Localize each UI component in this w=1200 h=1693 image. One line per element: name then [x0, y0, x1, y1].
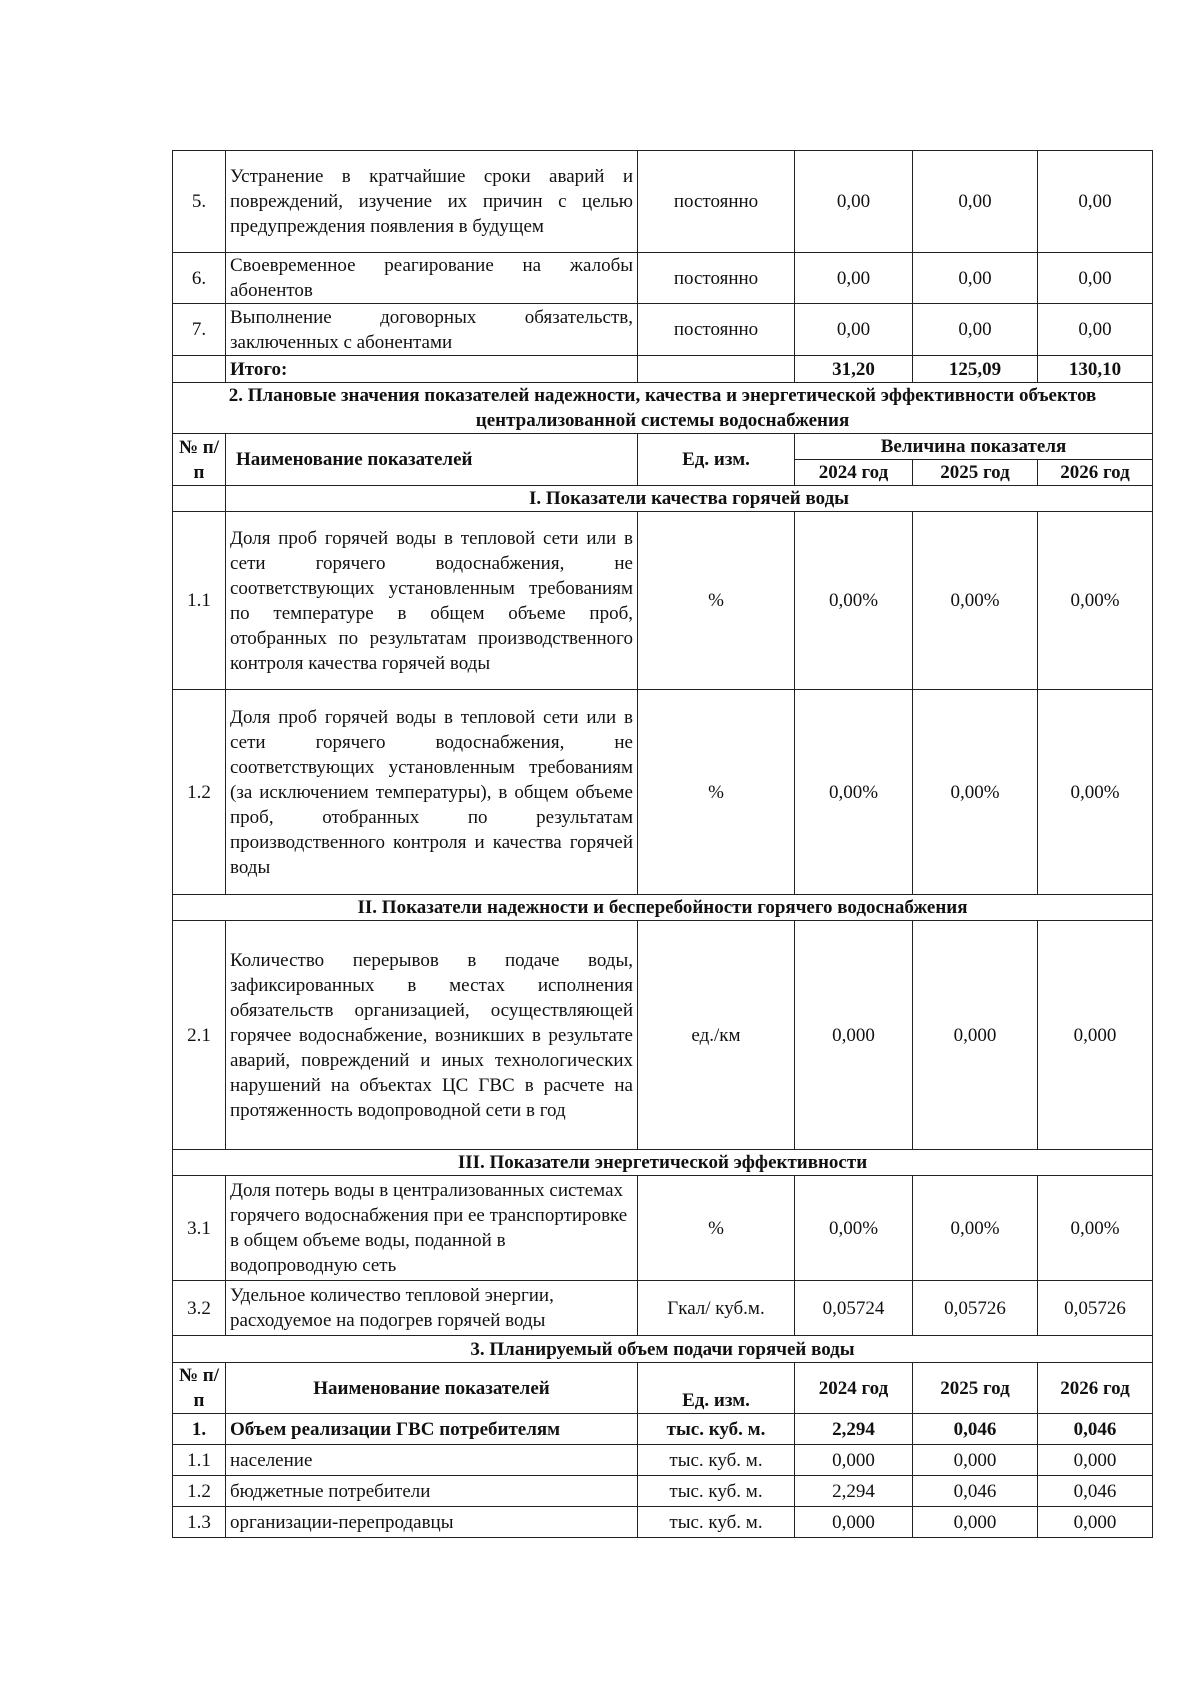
table-row: [173, 690, 1153, 895]
unit-cell: тыс. куб. м.: [638, 1507, 795, 1538]
total-row: [173, 356, 1153, 383]
empty-cell: [173, 356, 226, 383]
section-title-row: [173, 383, 1153, 434]
row-number: 1.2: [173, 690, 226, 895]
section3-title: 3. Планируемый объем подачи горячей воды: [173, 1336, 1153, 1363]
row-number: 1.: [173, 1414, 226, 1445]
value-2025: 0,05726: [913, 1281, 1038, 1336]
measure-name: Своевременное реагирование на жалобы абонентов: [226, 253, 638, 304]
table-row: [173, 512, 1153, 690]
unit-cell: тыс. куб. м.: [638, 1476, 795, 1507]
measure-name: Выполнение договорных обязательств, заключенных с абонентами: [226, 304, 638, 356]
row-number: 7.: [173, 304, 226, 356]
indicator-name: Доля проб горячей воды в тепловой сети или в сети горячего водоснабжения, не соответствующих установленным требованиям по температуре в общем объеме проб, отобранных по результатам производственного контроля качества горячей воды: [226, 512, 638, 690]
table-row: [173, 1281, 1153, 1336]
table-row: [173, 1445, 1153, 1476]
total-2025: 125,09: [913, 356, 1038, 383]
period-cell: постоянно: [638, 151, 795, 253]
row-number: 1.1: [173, 1445, 226, 1476]
value-2025: 0,000: [913, 1507, 1038, 1538]
value-2024: 0,00%: [795, 690, 913, 895]
row-number: 2.1: [173, 921, 226, 1150]
section-title-row: [173, 1336, 1153, 1363]
value-2026: 0,046: [1038, 1476, 1153, 1507]
header-2025: 2025 год: [913, 1363, 1038, 1414]
value-2025: 0,046: [913, 1414, 1038, 1445]
value-2024: 0,000: [795, 1507, 913, 1538]
header-name: Наименование показателей: [226, 1363, 638, 1414]
row-number: 5.: [173, 151, 226, 253]
value-2025: 0,00%: [913, 512, 1038, 690]
total-2026: 130,10: [1038, 356, 1153, 383]
value-2025: 0,000: [913, 921, 1038, 1150]
header-num: № п/п: [173, 434, 226, 486]
value-2024: 0,00: [795, 253, 913, 304]
header-group: Величина показателя: [795, 434, 1153, 460]
value-2024: 0,00%: [795, 512, 913, 690]
value-2024: 2,294: [795, 1414, 913, 1445]
unit-cell: тыс. куб. м.: [638, 1414, 795, 1445]
header-2025: 2025 год: [913, 460, 1038, 486]
value-2026: 0,00%: [1038, 1176, 1153, 1281]
total-label: Итого:: [226, 356, 638, 383]
section2-title: 2. Плановые значения показателей надежности, качества и энергетической эффективности объектов централизованной системы водоснабжения: [173, 383, 1153, 434]
value-2026: 0,000: [1038, 1507, 1153, 1538]
value-2024: 0,000: [795, 1445, 913, 1476]
value-2024: 0,00: [795, 304, 913, 356]
row-number: 1.2: [173, 1476, 226, 1507]
value-2026: 0,00: [1038, 253, 1153, 304]
unit-cell: тыс. куб. м.: [638, 1445, 795, 1476]
unit-cell: ед./км: [638, 921, 795, 1150]
total-2024: 31,20: [795, 356, 913, 383]
value-2026: 0,05726: [1038, 1281, 1153, 1336]
unit-cell: %: [638, 690, 795, 895]
indicator-name: Доля проб горячей воды в тепловой сети или в сети горячего водоснабжения, не соответствующих установленным требованиям (за исключением температуры), в общем объеме проб, отобранных по результатам производственного контроля и качества горячей воды: [226, 690, 638, 895]
value-2026: 0,00: [1038, 304, 1153, 356]
table-row: [173, 1507, 1153, 1538]
table-row: [173, 921, 1153, 1150]
group3-title: III. Показатели энергетической эффективности: [173, 1150, 1153, 1176]
table-row: [173, 304, 1153, 356]
period-cell: постоянно: [638, 253, 795, 304]
volume-name: организации-перепродавцы: [226, 1507, 638, 1538]
header-2026: 2026 год: [1038, 1363, 1153, 1414]
value-2026: 0,000: [1038, 921, 1153, 1150]
volume-name: население: [226, 1445, 638, 1476]
empty-cell: [173, 486, 226, 512]
row-number: 1.3: [173, 1507, 226, 1538]
header-2026: 2026 год: [1038, 460, 1153, 486]
value-2025: 0,00%: [913, 1176, 1038, 1281]
indicator-name: Количество перерывов в подаче воды, зафиксированных в местах исполнения обязательств организацией, осуществляющей горячее водоснабжение, возникших в результате аварий, повреждений и иных технологических нарушений на объектах ЦС ГВС в расчете на протяженность водопроводной сети в год: [226, 921, 638, 1150]
indicator-name: Доля потерь воды в централизованных системах горячего водоснабжения при ее транспортировке в общем объеме воды, поданной в водопроводную сеть: [226, 1176, 638, 1281]
table-row: [173, 1414, 1153, 1445]
header-unit: Ед. изм.: [638, 434, 795, 486]
value-2024: 0,05724: [795, 1281, 913, 1336]
group-title-row: [173, 486, 1153, 512]
unit-cell: %: [638, 1176, 795, 1281]
group2-title: II. Показатели надежности и бесперебойности горячего водоснабжения: [173, 895, 1153, 921]
table-row: [173, 151, 1153, 253]
measure-name: Устранение в кратчайшие сроки аварий и повреждений, изучение их причин с целью предупреждения появления в будущем: [226, 151, 638, 253]
group-title-row: [173, 895, 1153, 921]
value-2025: 0,00%: [913, 690, 1038, 895]
value-2025: 0,00: [913, 304, 1038, 356]
table-row: [173, 1176, 1153, 1281]
value-2024: 0,00: [795, 151, 913, 253]
table-header-row: [173, 1363, 1153, 1414]
value-2025: 0,00: [913, 253, 1038, 304]
unit-cell: %: [638, 512, 795, 690]
row-number: 3.1: [173, 1176, 226, 1281]
header-2024: 2024 год: [795, 460, 913, 486]
row-number: 3.2: [173, 1281, 226, 1336]
header-name: Наименование показателей: [226, 434, 638, 486]
value-2026: 0,00: [1038, 151, 1153, 253]
value-2026: 0,046: [1038, 1414, 1153, 1445]
value-2025: 0,000: [913, 1445, 1038, 1476]
header-unit: Ед. изм.: [638, 1363, 795, 1414]
table-header-row: [173, 434, 1153, 460]
value-2024: 0,000: [795, 921, 913, 1150]
header-2024: 2024 год: [795, 1363, 913, 1414]
report-table: [172, 150, 1153, 1538]
value-2026: 0,000: [1038, 1445, 1153, 1476]
value-2024: 2,294: [795, 1476, 913, 1507]
value-2026: 0,00%: [1038, 690, 1153, 895]
volume-name: бюджетные потребители: [226, 1476, 638, 1507]
empty-cell: [638, 356, 795, 383]
header-num: № п/п: [173, 1363, 226, 1414]
table-row: [173, 1476, 1153, 1507]
row-number: 6.: [173, 253, 226, 304]
indicator-name: Удельное количество тепловой энергии, расходуемое на подогрев горячей воды: [226, 1281, 638, 1336]
value-2026: 0,00%: [1038, 512, 1153, 690]
group1-title: I. Показатели качества горячей воды: [226, 486, 1153, 512]
value-2025: 0,046: [913, 1476, 1038, 1507]
period-cell: постоянно: [638, 304, 795, 356]
volume-name: Объем реализации ГВС потребителям: [226, 1414, 638, 1445]
unit-cell: Гкал/ куб.м.: [638, 1281, 795, 1336]
group-title-row: [173, 1150, 1153, 1176]
value-2025: 0,00: [913, 151, 1038, 253]
table-row: [173, 253, 1153, 304]
value-2024: 0,00%: [795, 1176, 913, 1281]
row-number: 1.1: [173, 512, 226, 690]
